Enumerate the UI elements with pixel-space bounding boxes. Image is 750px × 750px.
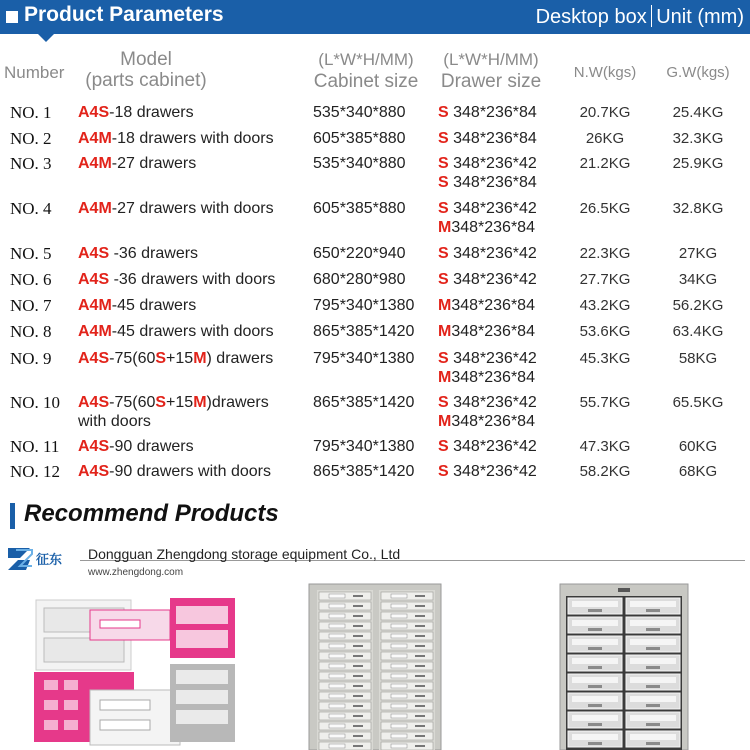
- gray-right-box-icon: [170, 664, 235, 742]
- col-gw: G.W(kgs): [666, 64, 730, 81]
- logo-text: 征东: [36, 553, 63, 568]
- col-drawer: [432, 49, 550, 93]
- drawer-code: M: [438, 297, 452, 314]
- model-prefix: A4M: [78, 323, 112, 340]
- row-drawer-size: [438, 270, 537, 289]
- drawer-shine: [572, 696, 618, 702]
- row-cabinet-size: 795*340*1380: [313, 350, 415, 367]
- table-row: [0, 244, 750, 268]
- row-cabinet-size: 795*340*1380: [313, 297, 415, 314]
- drawer-handle-icon: [353, 595, 363, 597]
- row-model: [78, 437, 194, 456]
- row-drawer-size: [438, 103, 537, 122]
- drawer-dimensions: 348*236*42: [448, 245, 537, 262]
- row-number: NO. 1: [10, 103, 52, 122]
- product-pink-drawer-boxes[interactable]: [30, 580, 245, 750]
- model-name: -90 drawers with doors: [109, 463, 271, 480]
- drawer-shine: [630, 601, 676, 607]
- recommend-title: Recommend Products: [24, 500, 279, 527]
- model-name: -36 drawers with doors: [109, 271, 276, 288]
- drawer-dimensions: 348*236*42: [448, 350, 537, 367]
- row-cabinet-size: 605*385*880: [313, 130, 406, 147]
- drawer-size-line: [438, 199, 537, 218]
- drawer-handle-icon: [415, 665, 425, 667]
- product-gray-drawer-cabinet[interactable]: [303, 580, 448, 750]
- row-drawer-size: [438, 349, 537, 387]
- row-gross-weight: 25.4KG: [672, 104, 724, 121]
- row-net-weight: 21.2KG: [579, 155, 631, 172]
- drawer-code: S: [438, 245, 449, 262]
- drawer-code: S: [438, 174, 449, 191]
- col-cabinet: [306, 49, 426, 93]
- row-number: NO. 2: [10, 129, 52, 148]
- row-cabinet-size: 865*385*1420: [313, 323, 415, 340]
- model-prefix: A4M: [78, 297, 112, 314]
- drawer-size-line: [438, 349, 537, 368]
- drawer-code: S: [438, 104, 449, 121]
- row-number: NO. 8: [10, 322, 52, 341]
- model-name: -45 drawers with doors: [111, 323, 274, 340]
- row-number: NO. 11: [10, 437, 60, 456]
- drawer-code: S: [438, 394, 449, 411]
- drawer-label-slot: [329, 664, 345, 668]
- col-model-line2: (parts cabinet): [85, 70, 207, 91]
- col-cabinet-line2: Cabinet size: [313, 71, 419, 92]
- drawer-size-line: [438, 173, 537, 192]
- drawer-shine: [572, 658, 618, 664]
- drawer-label-slot: [391, 694, 407, 698]
- drawer-shine: [572, 639, 618, 645]
- drawer-handle-icon: [646, 628, 660, 631]
- row-number: NO. 7: [10, 296, 52, 315]
- row-gross-weight: 60KG: [678, 438, 718, 455]
- drawer-label-slot: [391, 714, 407, 718]
- drawer-handle-icon: [353, 645, 363, 647]
- drawer-dimensions: 348*236*84: [451, 297, 535, 314]
- drawer-handle-icon: [415, 605, 425, 607]
- row-drawer-size: [438, 437, 537, 456]
- model-prefix: A4S: [78, 245, 110, 262]
- model-part: ) drawers: [206, 350, 274, 367]
- drawer-handle-icon: [646, 742, 660, 745]
- drawer-handle-icon: [588, 609, 602, 612]
- row-net-weight: 45.3KG: [579, 350, 631, 367]
- drawer-label-slot: [391, 684, 407, 688]
- col-cabinet-line1: (L*W*H/MM): [318, 50, 414, 69]
- model-prefix: A4S: [78, 104, 110, 121]
- row-model: [78, 462, 271, 481]
- model-prefix: A4S: [78, 350, 110, 367]
- col-model-line1: Model: [120, 49, 172, 70]
- drawer-label-slot: [329, 684, 345, 688]
- row-model: [78, 244, 198, 263]
- drawer-handle-icon: [646, 704, 660, 707]
- drawer-handle-icon: [646, 609, 660, 612]
- drawer-label-slot: [329, 644, 345, 648]
- row-drawer-size: [438, 244, 537, 263]
- drawer-label-slot: [329, 714, 345, 718]
- drawer-handle-icon: [588, 685, 602, 688]
- drawer-handle-icon: [646, 685, 660, 688]
- drawer-handle-icon: [588, 742, 602, 745]
- row-number: NO. 9: [10, 349, 52, 368]
- drawer-shine: [572, 734, 618, 740]
- model-prefix: A4S: [78, 438, 110, 455]
- company-name: Dongguan Zhengdong storage equipment Co., Ltd: [88, 546, 401, 562]
- row-drawer-size: [438, 129, 537, 148]
- header-bar: [0, 0, 750, 34]
- drawer-label-slot: [329, 624, 345, 628]
- drawer-size-line: [438, 393, 537, 412]
- table-row: [0, 437, 750, 461]
- row-number: NO. 12: [10, 462, 61, 481]
- drawer-handle-icon: [646, 723, 660, 726]
- zhengdong-logo-icon: [6, 544, 76, 574]
- model-name: -90 drawers: [109, 438, 194, 455]
- drawer-size-line: [438, 154, 537, 173]
- drawer-dimensions: 348*236*84: [451, 369, 535, 386]
- row-model: [78, 154, 196, 173]
- row-gross-weight: 25.9KG: [672, 155, 724, 172]
- drawer-size-line: [438, 437, 537, 456]
- drawer-size-line: [438, 412, 537, 431]
- drawer-size-line: [438, 296, 535, 315]
- drawer-size-line: [438, 322, 535, 341]
- drawer-handle-icon: [415, 745, 425, 747]
- table-row: [0, 322, 750, 346]
- row-cabinet-size: 680*280*980: [313, 271, 406, 288]
- drawer-dimensions: 348*236*84: [448, 174, 537, 191]
- drawer-handle-icon: [353, 725, 363, 727]
- drawer-handle-icon: [415, 615, 425, 617]
- model-name: -27 drawers: [111, 155, 197, 172]
- row-model: [78, 270, 275, 289]
- row-model: [78, 322, 274, 341]
- drawer-dimensions: 348*236*42: [448, 438, 537, 455]
- col-model: [78, 49, 214, 91]
- drawer-size-line: [438, 218, 537, 237]
- drawer-dimensions: 348*236*42: [448, 463, 537, 480]
- drawer-shine: [630, 696, 676, 702]
- drawer-code: S: [438, 271, 449, 288]
- model-line2: with doors: [78, 413, 151, 430]
- drawer-label-slot: [329, 694, 345, 698]
- row-cabinet-size: 865*385*1420: [313, 463, 415, 480]
- drawer-shine: [572, 677, 618, 683]
- drawer-label-slot: [329, 654, 345, 658]
- recommend-bar: [10, 503, 15, 529]
- row-model: [78, 199, 274, 218]
- drawer-shine: [630, 677, 676, 683]
- drawer-handle-icon: [588, 723, 602, 726]
- drawer-code: S: [438, 155, 449, 172]
- table-row: [0, 393, 750, 430]
- drawer-dimensions: 348*236*84: [451, 323, 535, 340]
- drawer-dimensions: 348*236*42: [448, 200, 537, 217]
- drawer-code: S: [438, 350, 449, 367]
- row-gross-weight: 32.8KG: [672, 200, 724, 217]
- title-pointer-icon: [38, 34, 54, 42]
- table-row: [0, 296, 750, 320]
- row-net-weight: 43.2KG: [579, 297, 631, 314]
- drawer-shine: [630, 734, 676, 740]
- drawer-label-slot: [391, 704, 407, 708]
- drawer-handle-icon: [353, 695, 363, 697]
- drawer-code: S: [438, 463, 449, 480]
- row-cabinet-size: 605*385*880: [313, 200, 406, 217]
- col-nw: N.W(kgs): [573, 64, 637, 81]
- row-net-weight: 47.3KG: [579, 438, 631, 455]
- drawer-label-slot: [329, 734, 345, 738]
- drawer-handle-icon: [415, 645, 425, 647]
- drawer-size-line: [438, 270, 537, 289]
- pink-right-box-icon: [170, 598, 235, 658]
- col-number: Number: [4, 63, 65, 82]
- model-part: M: [193, 350, 207, 367]
- row-drawer-size: [438, 462, 537, 481]
- drawer-label-slot: [329, 724, 345, 728]
- drawer-dimensions: 348*236*84: [448, 130, 537, 147]
- model-part: S: [155, 394, 167, 411]
- model-prefix: A4M: [78, 200, 112, 217]
- model-name: -36 drawers: [109, 245, 199, 262]
- table-row: [0, 103, 750, 127]
- header-unit: Unit (mm): [656, 6, 744, 28]
- model-name: -45 drawers: [111, 297, 197, 314]
- row-model: [78, 393, 269, 431]
- drawer-shine: [572, 601, 618, 607]
- lock-icon: [618, 588, 630, 592]
- row-gross-weight: 27KG: [678, 245, 718, 262]
- row-net-weight: 58.2KG: [579, 463, 631, 480]
- drawer-handle-icon: [353, 625, 363, 627]
- model-part: S: [155, 350, 167, 367]
- drawer-code: M: [438, 323, 452, 340]
- drawer-handle-icon: [353, 655, 363, 657]
- row-model: [78, 296, 196, 315]
- model-part: +15: [166, 394, 194, 411]
- model-name: -18 drawers with doors: [111, 130, 274, 147]
- table-row: [0, 129, 750, 153]
- drawer-label-slot: [329, 604, 345, 608]
- table-row: [0, 462, 750, 486]
- row-drawer-size: [438, 296, 535, 315]
- drawer-handle-icon: [353, 665, 363, 667]
- drawer-handle-icon: [415, 715, 425, 717]
- row-number: NO. 4: [10, 199, 52, 218]
- table-row: [0, 270, 750, 294]
- drawer-handle-icon: [415, 705, 425, 707]
- row-gross-weight: 68KG: [678, 463, 718, 480]
- table-row: [0, 154, 750, 191]
- table-row: [0, 199, 750, 236]
- drawer-label-slot: [391, 614, 407, 618]
- header-right: [536, 5, 744, 29]
- row-cabinet-size: 650*220*940: [313, 245, 406, 262]
- drawer-handle-icon: [415, 685, 425, 687]
- company-url[interactable]: www.zhengdong.com: [88, 567, 184, 578]
- drawer-dimensions: 348*236*84: [451, 219, 535, 236]
- model-name: -18 drawers: [109, 104, 194, 121]
- drawer-size-line: [438, 103, 537, 122]
- row-model: [78, 129, 274, 148]
- row-gross-weight: 56.2KG: [672, 297, 724, 314]
- drawer-label-slot: [391, 604, 407, 608]
- drawer-dimensions: 348*236*42: [448, 155, 537, 172]
- drawer-label-slot: [329, 674, 345, 678]
- row-net-weight: 22.3KG: [579, 245, 631, 262]
- drawer-handle-icon: [415, 595, 425, 597]
- drawer-code: M: [438, 413, 452, 430]
- drawer-label-slot: [329, 634, 345, 638]
- title-square-icon: [6, 11, 18, 23]
- model-part: -75(60: [109, 350, 156, 367]
- drawer-handle-icon: [353, 735, 363, 737]
- drawer-handle-icon: [588, 666, 602, 669]
- drawer-label-slot: [329, 614, 345, 618]
- drawer-label-slot: [391, 724, 407, 728]
- drawer-shine: [630, 639, 676, 645]
- drawer-label-slot: [329, 744, 345, 748]
- drawer-handle-icon: [415, 675, 425, 677]
- page-title: Product Parameters: [24, 3, 224, 26]
- drawer-shine: [630, 658, 676, 664]
- drawer-label-slot: [391, 654, 407, 658]
- drawer-handle-icon: [353, 705, 363, 707]
- drawer-handle-icon: [353, 675, 363, 677]
- drawer-shine: [630, 715, 676, 721]
- drawer-size-line: [438, 368, 537, 387]
- drawer-shine: [572, 620, 618, 626]
- drawer-size-line: [438, 129, 537, 148]
- drawer-label-slot: [329, 704, 345, 708]
- drawer-handle-icon: [415, 735, 425, 737]
- drawer-code: M: [438, 219, 452, 236]
- row-net-weight: 20.7KG: [579, 104, 631, 121]
- drawer-handle-icon: [415, 725, 425, 727]
- row-gross-weight: 63.4KG: [672, 323, 724, 340]
- drawer-handle-icon: [415, 695, 425, 697]
- drawer-handle-icon: [415, 625, 425, 627]
- drawer-handle-icon: [353, 605, 363, 607]
- row-net-weight: 53.6KG: [579, 323, 631, 340]
- row-gross-weight: 65.5KG: [672, 394, 724, 411]
- model-prefix: A4M: [78, 130, 112, 147]
- row-gross-weight: 32.3KG: [672, 130, 724, 147]
- row-cabinet-size: 865*385*1420: [313, 394, 415, 411]
- row-gross-weight: 58KG: [678, 350, 718, 367]
- drawer-label-slot: [391, 664, 407, 668]
- row-drawer-size: [438, 154, 537, 192]
- row-net-weight: 26.5KG: [579, 200, 631, 217]
- header-separator: [651, 5, 653, 27]
- drawer-label-slot: [391, 674, 407, 678]
- table-row: [0, 349, 750, 386]
- drawer-dimensions: 348*236*84: [451, 413, 535, 430]
- drawer-handle-icon: [353, 635, 363, 637]
- drawer-label-slot: [329, 594, 345, 598]
- drawer-code: M: [438, 369, 452, 386]
- drawer-label-slot: [391, 624, 407, 628]
- drawer-dimensions: 348*236*42: [448, 394, 537, 411]
- drawer-code: S: [438, 130, 449, 147]
- drawer-handle-icon: [588, 704, 602, 707]
- drawer-label-slot: [391, 594, 407, 598]
- product-clear-drawer-cabinet[interactable]: [556, 580, 692, 750]
- drawer-handle-icon: [353, 615, 363, 617]
- model-prefix: A4S: [78, 394, 110, 411]
- drawer-handle-icon: [353, 685, 363, 687]
- drawer-handle-icon: [353, 715, 363, 717]
- drawer-label-slot: [391, 734, 407, 738]
- row-cabinet-size: 795*340*1380: [313, 438, 415, 455]
- col-drawer-line2: Drawer size: [440, 71, 542, 92]
- row-number: NO. 5: [10, 244, 52, 263]
- model-prefix: A4M: [78, 155, 112, 172]
- drawer-handle-icon: [646, 647, 660, 650]
- row-number: NO. 10: [10, 393, 61, 412]
- model-prefix: A4S: [78, 463, 110, 480]
- row-model: [78, 103, 194, 122]
- drawer-shine: [630, 620, 676, 626]
- row-cabinet-size: 535*340*880: [313, 104, 406, 121]
- drawer-size-line: [438, 462, 537, 481]
- drawer-label-slot: [391, 744, 407, 748]
- row-net-weight: 27.7KG: [579, 271, 631, 288]
- drawer-shine: [572, 715, 618, 721]
- company-strip: [0, 540, 750, 580]
- row-cabinet-size: 535*340*880: [313, 155, 406, 172]
- drawer-code: S: [438, 200, 449, 217]
- row-gross-weight: 34KG: [678, 271, 718, 288]
- drawer-label-slot: [391, 634, 407, 638]
- model-prefix: A4S: [78, 271, 110, 288]
- drawer-handle-icon: [415, 655, 425, 657]
- model-name: -27 drawers with doors: [111, 200, 274, 217]
- row-drawer-size: [438, 393, 537, 431]
- drawer-size-line: [438, 244, 537, 263]
- drawer-label-slot: [391, 644, 407, 648]
- row-drawer-size: [438, 322, 535, 341]
- row-net-weight: 55.7KG: [579, 394, 631, 411]
- drawer-handle-icon: [646, 666, 660, 669]
- row-model: [78, 349, 273, 368]
- model-part: +15: [166, 350, 194, 367]
- drawer-code: S: [438, 438, 449, 455]
- drawer-handle-icon: [353, 745, 363, 747]
- row-net-weight: 26KG: [585, 130, 625, 147]
- row-drawer-size: [438, 199, 537, 237]
- model-part: -75(60: [109, 394, 156, 411]
- drawer-handle-icon: [415, 635, 425, 637]
- model-part: )drawers: [206, 394, 269, 411]
- row-number: NO. 6: [10, 270, 52, 289]
- drawer-handle-icon: [588, 647, 602, 650]
- drawer-dimensions: 348*236*84: [448, 104, 537, 121]
- col-drawer-line1: (L*W*H/MM): [443, 50, 539, 69]
- header-desktop-box: Desktop box: [535, 6, 647, 28]
- drawer-handle-icon: [588, 628, 602, 631]
- drawer-dimensions: 348*236*42: [448, 271, 537, 288]
- row-number: NO. 3: [10, 154, 52, 173]
- model-part: M: [193, 394, 207, 411]
